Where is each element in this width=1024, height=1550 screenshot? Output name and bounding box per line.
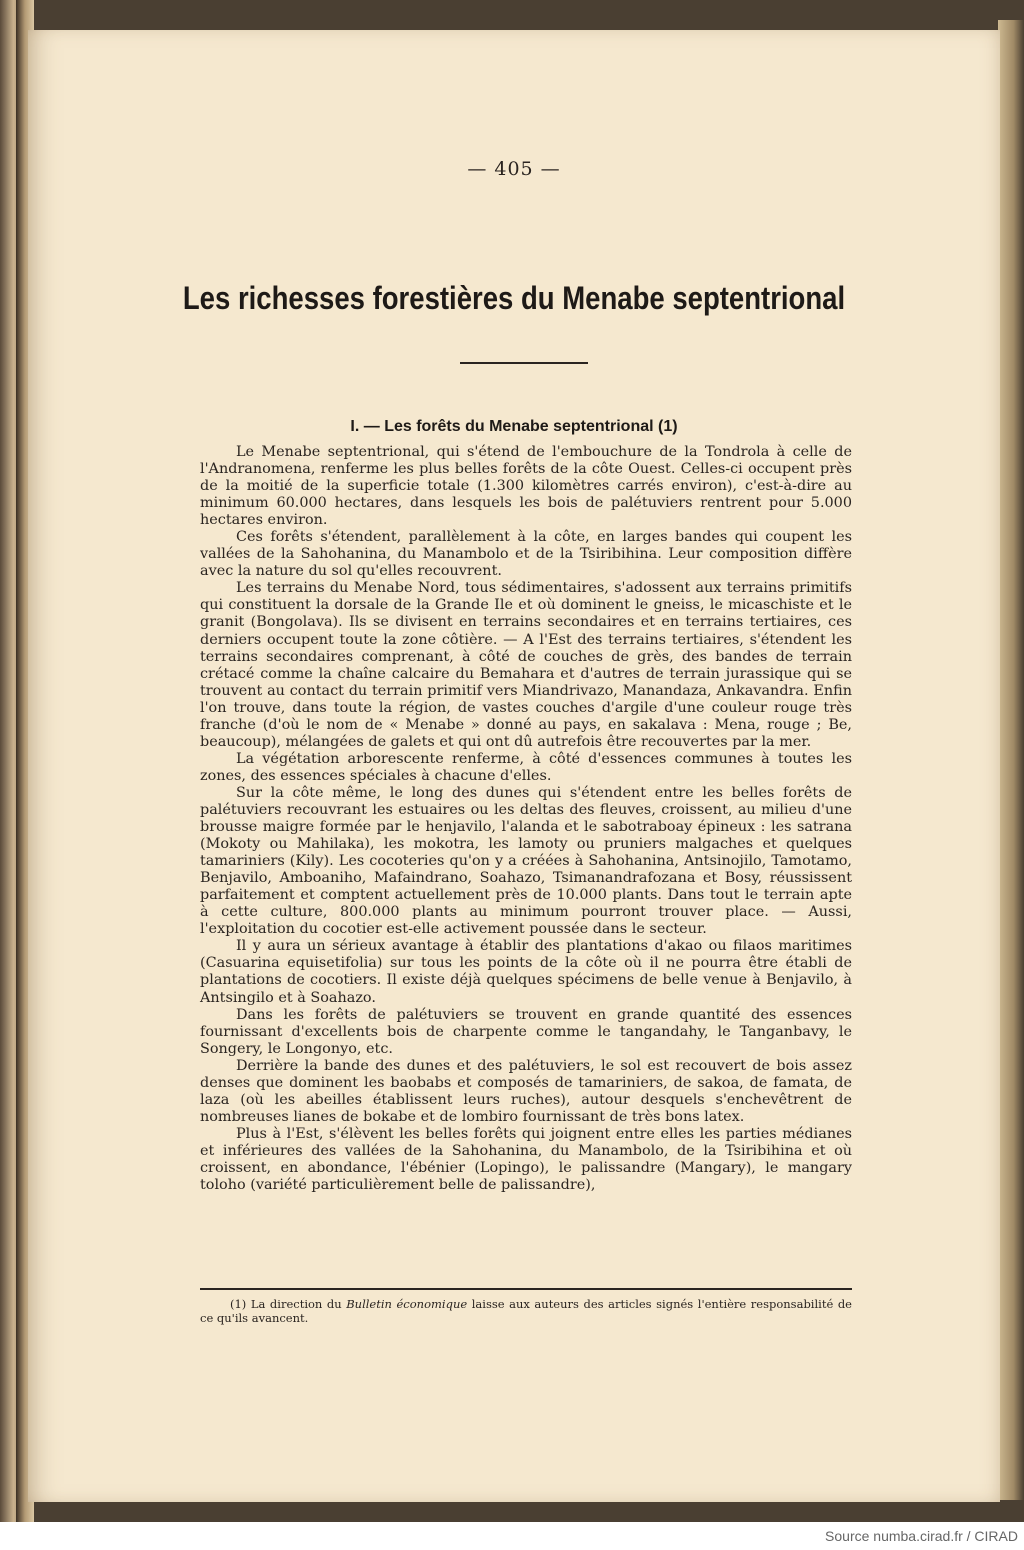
paragraph: Derrière la bande des dunes et des palétuviers, le sol est recouvert de bois assez denses que dominent les baobabs et composés de tamariniers, de sakoa, de famata, de laza (où les abeilles établissent leurs ruches), autour desquels s'enchevêtrent de nombreuses lianes de bokabe et de lombiro fournissant de très bons latex. bbox=[200, 1057, 852, 1125]
paragraph: Le Menabe septentrional, qui s'étend de l'embouchure de la Tondrola à celle de l'Andranomena, renferme les plus belles forêts de la côte Ouest. Celles-ci occupent près de la moitié de la superficie totale (1.300 kilomètres carrés environ), c'est-à-dire au minimum 60.000 hectares, dans lesquels les bois de palétuviers rentrent pour 5.000 hectares environ. bbox=[200, 444, 852, 529]
source-credit: Source numba.cirad.fr / CIRAD bbox=[825, 1528, 1018, 1544]
title-rule bbox=[460, 362, 588, 364]
footnote-text-after: laisse aux auteurs des articles signés l'entière responsabilité de ce qu'ils avancent. bbox=[200, 1297, 852, 1325]
paragraph: Les terrains du Menabe Nord, tous sédimentaires, s'adossent aux terrains primitifs qui constituent la dorsale de la Grande Ile et où dominent le gneiss, le micaschiste et le granit (Bongolava). Ils se divisent en terrains secondaires et en terrains tertiaires, ces derniers occupent toute la zone côtière. — A l'Est des terrains tertiaires, s'étendent les terrains secondaires comprenant, à côté de couches de grès, des bandes de terrain crétacé comme la chaîne calcaire du Bemahara et d'autres de terrain jurassique qui se trouvent au contact du terrain primitif vers Miandrivazo, Manandaza, Ankavandra. Enfin l'on trouve, dans toute la région, de vastes couches d'argile d'une couleur rouge très franche (d'où le nom de « Menabe » donné au pays, en sakalava : Mena, rouge ; Be, beaucoup), mélangées de galets et qui ont dû autrefois être recouvertes par la mer. bbox=[200, 580, 852, 750]
footnote-rule bbox=[200, 1288, 852, 1290]
paragraph: Plus à l'Est, s'élèvent les belles forêts qui joignent entre elles les parties médianes et inférieures des vallées de la Sahohanina, du Manambolo, de la Tsiribihina et où croissent, en abondance, l'ébénier (Lopingo), le palissandre (Mangary), le mangary toloho (variété particulièrement belle de palissandre), bbox=[200, 1125, 852, 1194]
footnote bbox=[200, 1298, 852, 1325]
footnote-mark: (1) bbox=[230, 1297, 247, 1311]
book-page bbox=[28, 30, 1000, 1502]
section-heading: I. — Les forêts du Menabe septentrional (1) bbox=[350, 418, 678, 435]
footnote-italic: Bulletin économique bbox=[346, 1297, 468, 1311]
footnote-text-before: La direction du bbox=[250, 1297, 342, 1311]
paragraph: Il y aura un sérieux avantage à établir des plantations d'akao ou filaos maritimes (Casuarina equisetifolia) sur tous les points de la côte où il ne pourra être établi de plantations de cocotiers. Il existe déjà quelques spécimens de belle venue à Benjavilo, à Antsingilo et à Soahazo. bbox=[200, 938, 852, 1006]
article-body bbox=[200, 444, 852, 1194]
right-page-edges bbox=[998, 20, 1024, 1500]
page-number: — 405 — bbox=[467, 158, 561, 180]
article-title: Les richesses forestières du Menabe septentrional bbox=[182, 280, 846, 316]
paragraph: Ces forêts s'étendent, parallèlement à la côte, en larges bandes qui coupent les vallées de la Sahohanina, du Manambolo et de la Tsiribihina. Leur composition diffère avec la nature du sol qu'elles recouvrent. bbox=[200, 529, 852, 580]
paragraph: La végétation arborescente renferme, à côté d'essences communes à toutes les zones, des essences spéciales à chacune d'elles. bbox=[200, 750, 852, 784]
paragraph: Sur la côte même, le long des dunes qui s'étendent entre les belles forêts de palétuviers recouvrant les estuaires ou les deltas des fleuves, croissent, au milieu d'une brousse maigre formée par le henjavilo, l'alanda et le sabotraboay épineux : les satrana (Mokoty ou Mahilaka), les mokotra, les lamoty ou pruniers malgaches et quelques tamariniers (Kily). Les cocoteries qu'on y a créées à Sahohanina, Antsinojilo, Tamotamo, Benjavilo, Amboaniho, Mafaindrano, Soahazo, Tsimanandrafozana et Bosy, réussissent parfaitement et comptent actuellement près de 10.000 plants. Dans tout le terrain apte à cette culture, 800.000 plants au minimum pourront trouver place. — Aussi, l'exploitation du cocotier est-elle activement poussée dans le secteur. bbox=[200, 784, 852, 938]
paragraph: Dans les forêts de palétuviers se trouvent en grande quantité des essences fournissant d'excellents bois de charpente comme le tangandahy, le Tanganbavy, le Songery, le Longonyo, etc. bbox=[200, 1006, 852, 1057]
